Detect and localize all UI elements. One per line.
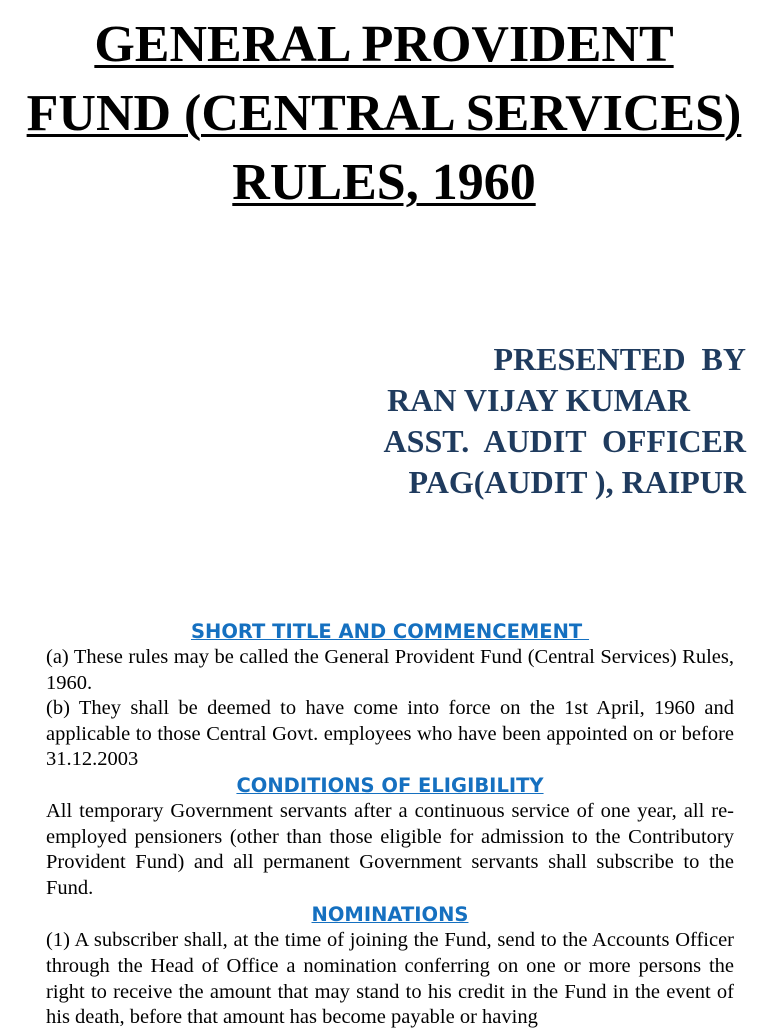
presenter-office: PAG(AUDIT ), RAIPUR bbox=[408, 464, 746, 500]
nominations-paragraph: (1) A subscriber shall, at the time of joining the Fund, send to the Accounts Officer through the Head of Office a nomination conferring on one or more persons the right to receive the amount that may stand to his credit in the Fund in the event of his death, before that amount has become payable or having bbox=[46, 929, 734, 1029]
section-heading-nominations: NOMINATIONS bbox=[311, 903, 469, 927]
document-title: GENERAL PROVIDENT FUND (CENTRAL SERVICES) RULES, 1960 bbox=[26, 16, 742, 211]
section-heading-eligibility: CONDITIONS OF ELIGIBILITY bbox=[236, 773, 544, 797]
presenter-designation: ASST. AUDIT OFFICER bbox=[383, 423, 746, 459]
eligibility-paragraph: All temporary Government servants after a continuous service of one year, all re-employed pensioners (other than those eligible for admission to the Contributory Provident Fund) and all permanent Government servants shall subscribe to the Fund. bbox=[46, 799, 734, 899]
short-title-paragraph-a: (a) These rules may be called the General Provident Fund (Central Services) Rules, 1960. bbox=[46, 646, 734, 694]
presenter-name: RAN VIJAY KUMAR bbox=[387, 382, 746, 418]
presenter-block bbox=[384, 339, 746, 503]
presented-by-label: PRESENTED BY bbox=[493, 341, 746, 377]
short-title-paragraph-b: (b) They shall be deemed to have come into force on the 1st April, 1960 and applicable to those Central Govt. employees who have been appointed on or before 31.12.2003 bbox=[46, 697, 734, 771]
section-heading-short-title: SHORT TITLE AND COMMENCEMENT bbox=[190, 620, 590, 643]
document-body bbox=[46, 619, 734, 1031]
